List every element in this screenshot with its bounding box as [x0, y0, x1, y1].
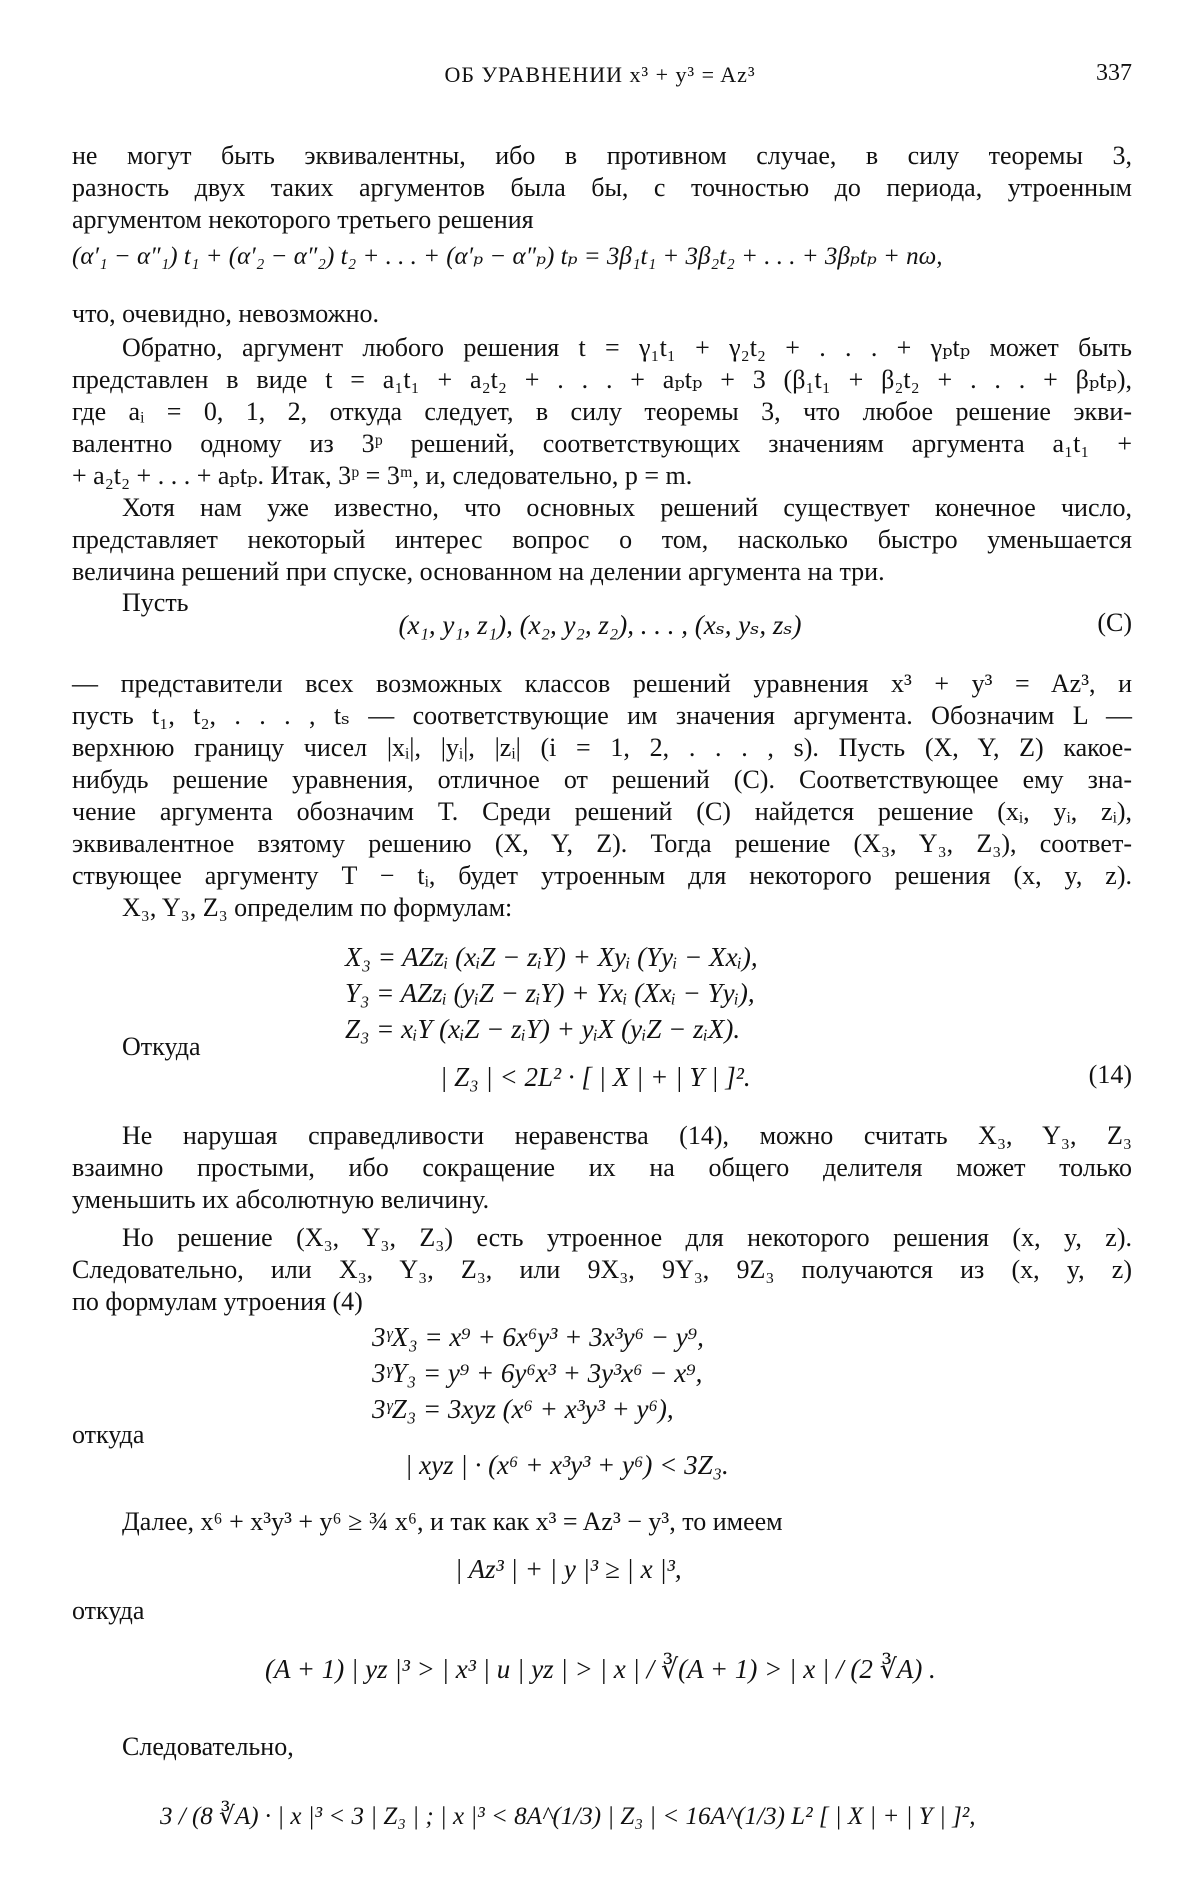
text-line: + a₂t₂ + . . . + aₚtₚ. Итак, 3ᵖ = 3ᵐ, и, следовательно, p = m.: [72, 461, 693, 490]
equation: | Az³ | + | y |³ ≥ | x |³,: [455, 1554, 682, 1584]
text-line: не могут быть эквивалентны, ибо в противном случае, в силу теоремы 3,: [72, 141, 1132, 170]
equation: 3 / (8 ∛A) · | x |³ < 3 | Z₃ | ; | x |³ < 8A^(1/3) | Z₃ | < 16A^(1/3) L² [ | X | + | Y | ]²,: [160, 1803, 976, 1830]
running-header: ОБ УРАВНЕНИИ x³ + y³ = Az³: [444, 62, 756, 87]
text-line: пусть t₁, t₂, . . . , tₛ — соответствующие им значения аргумента. Обозначим L —: [72, 701, 1132, 730]
text-line: Хотя нам уже известно, что основных решений существует конечное число,: [122, 493, 1132, 522]
equation: X₃ = AZzᵢ (xᵢZ − zᵢY) + Xyᵢ (Yyᵢ − Xxᵢ),: [345, 942, 758, 972]
text-line: эквивалентное взятому решению (X, Y, Z). Тогда решение (X₃, Y₃, Z₃), соответ-: [72, 829, 1132, 858]
text-line: — представители всех возможных классов решений уравнения x³ + y³ = Az³, и: [72, 669, 1132, 698]
page-number: 337: [1096, 60, 1132, 86]
equation: (x₁, y₁, z₁), (x₂, y₂, z₂), . . . , (xₛ, yₛ, zₛ): [398, 610, 802, 640]
text-line: величина решений при спуске, основанном на делении аргумента на три.: [72, 557, 885, 586]
text-line: где aᵢ = 0, 1, 2, откуда следует, в силу теоремы 3, что любое решение экви-: [72, 397, 1132, 426]
equation: Y₃ = AZzᵢ (yᵢZ − zᵢY) + Yxᵢ (Xxᵢ − Yyᵢ),: [345, 978, 755, 1008]
equation: 3ᵞZ₃ = 3xyz (x⁶ + x³y³ + y⁶),: [372, 1394, 674, 1424]
text-line: представлен в виде t = a₁t₁ + a₂t₂ + . . . + aₚtₚ + 3 (β₁t₁ + β₂t₂ + . . . + βₚtₚ),: [72, 365, 1132, 394]
text-line: Но решение (X₃, Y₃, Z₃) есть утроенное для некоторого решения (x, y, z).: [122, 1223, 1132, 1252]
text-line: валентно одному из 3ᵖ решений, соответствующих значениям аргумента a₁t₁ +: [72, 429, 1132, 458]
equation: (α′₁ − α″₁) t₁ + (α′₂ − α″₂) t₂ + . . . + (α′ₚ − α″ₚ) tₚ = 3β₁t₁ + 3β₂t₂ + . . . + 3βₚtₚ + nω,: [72, 243, 943, 270]
text-line: Обратно, аргумент любого решения t = γ₁t₁ + γ₂t₂ + . . . + γₚtₚ может быть: [122, 333, 1132, 362]
equation: (A + 1) | yz |³ > | x³ | и | yz | > | x | / ∛(A + 1) > | x | / (2 ∛A) .: [265, 1654, 936, 1684]
text-line: Не нарушая справедливости неравенства (14), можно считать X₃, Y₃, Z₃: [122, 1121, 1132, 1150]
text-line: верхнюю границу чисел |xᵢ|, |yᵢ|, |zᵢ| (i = 1, 2, . . . , s). Пусть (X, Y, Z) какое-: [72, 733, 1132, 762]
text-word: откуда: [72, 1596, 145, 1625]
text-line: нибудь решение уравнения, отличное от решений (C). Соответствующее ему зна-: [72, 765, 1132, 794]
equation: 3ᵞX₃ = x⁹ + 6x⁶y³ + 3x³y⁶ − y⁹,: [372, 1322, 704, 1352]
text-line: чение аргумента обозначим T. Среди решений (C) найдется решение (xᵢ, yᵢ, zᵢ),: [72, 797, 1132, 826]
equation: | Z₃ | < 2L² · [ | X | + | Y | ]².: [440, 1062, 751, 1092]
text-line: по формулам утроения (4): [72, 1287, 363, 1316]
text-line: уменьшить их абсолютную величину.: [72, 1185, 490, 1214]
text-word: Откуда: [122, 1032, 201, 1061]
text-line: Далее, x⁶ + x³y³ + y⁶ ≥ ¾ x⁶, и так как x³ = Az³ − y³, то имеем: [122, 1507, 783, 1536]
text-line: ствующее аргументу T − tᵢ, будет утроенным для некоторого решения (x, y, z).: [72, 861, 1132, 890]
text-word: Пусть: [122, 588, 189, 617]
text-line: представляет некоторый интерес вопрос о том, насколько быстро уменьшается: [72, 525, 1132, 554]
text-line: X₃, Y₃, Z₃ определим по формулам:: [122, 893, 513, 922]
text-word: откуда: [72, 1420, 145, 1449]
text-line: Следовательно, или X₃, Y₃, Z₃, или 9X₃, 9Y₃, 9Z₃ получаются из (x, y, z): [72, 1255, 1132, 1284]
equation-tag: (C): [1097, 608, 1132, 637]
text-line: разность двух таких аргументов была бы, с точностью до периода, утроенным: [72, 173, 1132, 202]
equation: | xyz | · (x⁶ + x³y³ + y⁶) < 3Z₃.: [405, 1450, 729, 1480]
equation: Z₃ = xᵢY (xᵢZ − zᵢY) + yᵢX (yᵢZ − zᵢX).: [345, 1014, 741, 1044]
equation-tag: (14): [1088, 1060, 1132, 1089]
equation: 3ᵞY₃ = y⁹ + 6y⁶x³ + 3y³x⁶ − x⁹,: [372, 1358, 703, 1388]
text-line: аргументом некоторого третьего решения: [72, 205, 534, 234]
text-line: что, очевидно, невозможно.: [72, 299, 380, 328]
text-line: взаимно простыми, ибо сокращение их на общего делителя может только: [72, 1153, 1132, 1182]
text-word: Следовательно,: [122, 1732, 294, 1761]
